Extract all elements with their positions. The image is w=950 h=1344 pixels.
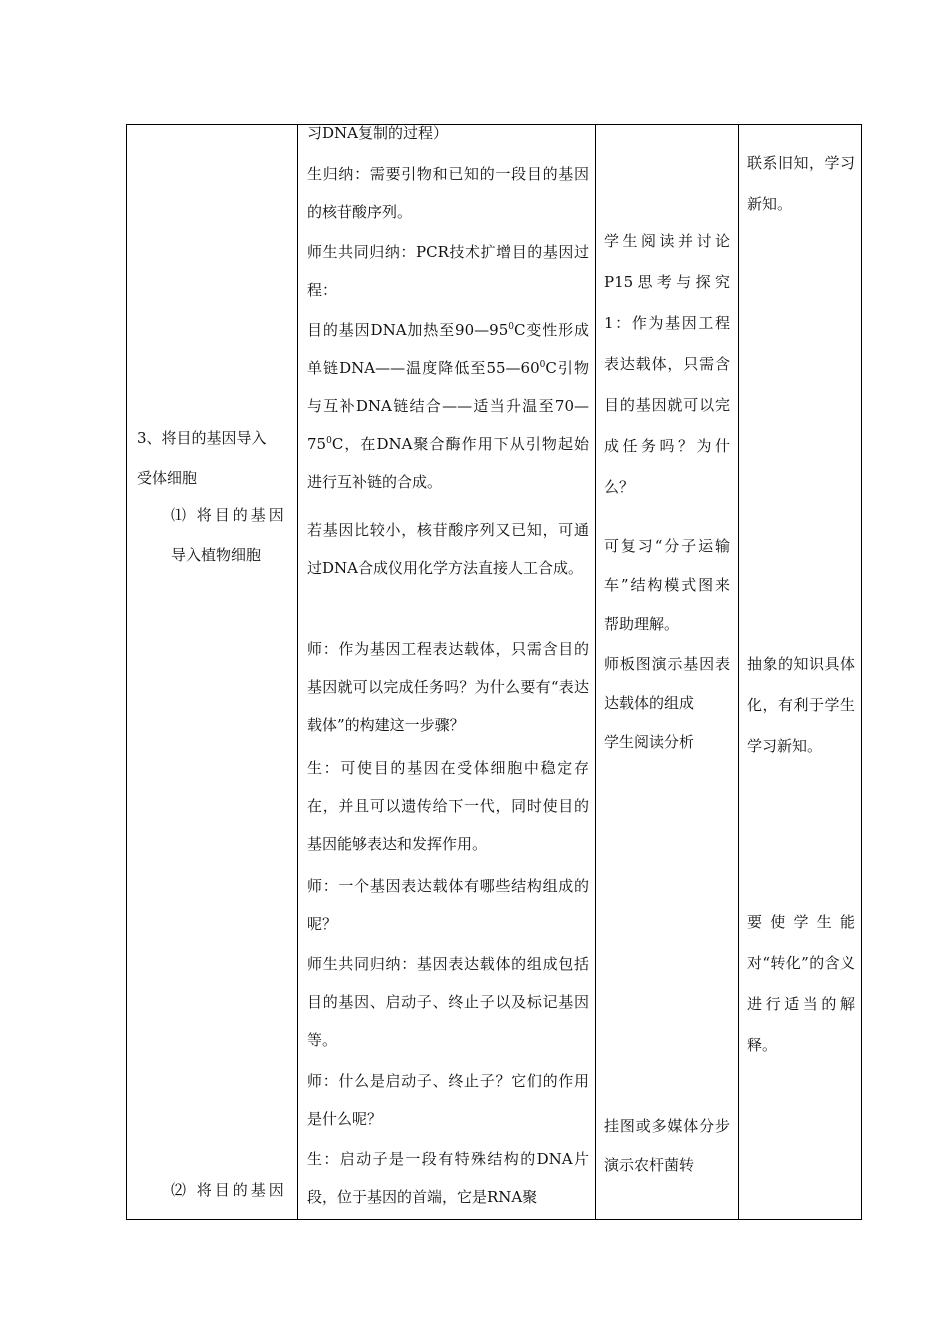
paragraph: 挂图或多媒体分步演示农杆菌转: [604, 1117, 730, 1174]
paragraph: 师生共同归纳：PCR技术扩增目的基因过程：: [307, 243, 589, 299]
paragraph: 生：可使目的基因在受体细胞中稳定存在，并且可以遗传给下一代，同时使目的基因能够表达和发挥作用。: [307, 759, 589, 853]
content-column: [127, 125, 297, 1219]
paragraph: 可复习“分子运输车”结构模式图来帮助理解。: [604, 537, 730, 633]
paragraph: 生归纳：需要引物和已知的一段目的基因的核苷酸序列。: [307, 165, 589, 221]
activity-column: [297, 125, 595, 1219]
section-heading-line1: 3、将目的基因导入: [137, 429, 267, 447]
paragraph: 师：一个基因表达载体有哪些结构组成的呢？: [307, 877, 589, 933]
paragraph: 抽象的知识具体化，有利于学生学习新知。: [747, 655, 855, 755]
student-column: [595, 125, 738, 1219]
paragraph: 师：作为基因工程表达载体，只需含目的基因就可以完成任务吗？为什么要有“表达载体”的构建这一步骤？: [307, 640, 589, 734]
intent-column: [738, 125, 863, 1219]
paragraph: 学生阅读分析: [604, 733, 695, 751]
paragraph: 生：启动子是一段有特殊结构的DNA片段，位于基因的首端，它是RNA聚: [307, 1150, 589, 1206]
paragraph-pcr-process: 目的基因DNA加热至$90—95^0C$变性形成单链DNA——温度降低至$55—60^0C$引物与互补DNA链结合——适当升温至$70—75^0C$，在DNA聚合酶作用下从引物起始进行互补链的合成。: [307, 321, 589, 491]
section-heading-line2: 受体细胞: [137, 469, 198, 487]
subsection-2-line1: ⑵ 将目的基因: [171, 1181, 287, 1199]
subsection-1-line1: ⑴ 将目的基因: [171, 506, 287, 524]
paragraph: 联系旧知，学习新知。: [747, 154, 855, 213]
paragraph: 学生阅读并讨论P15思考与探究1：作为基因工程表达载体，只需含目的基因就可以完成任务吗？为什么？: [604, 232, 730, 496]
paragraph: 师板图演示基因表达载体的组成: [604, 655, 730, 712]
paragraph: 要使学生能对“转化”的含义进行适当的解释。: [747, 913, 855, 1054]
paragraph: 若基因比较小，核苷酸序列又已知，可通过DNA合成仪用化学方法直接人工合成。: [307, 521, 589, 577]
subsection-1-line2: 导入植物细胞: [171, 546, 262, 564]
lesson-plan-table: [126, 124, 862, 1220]
paragraph: 师：什么是启动子、终止子？它们的作用是什么呢？: [307, 1072, 589, 1128]
paragraph: 习DNA复制的过程）: [307, 125, 448, 142]
paragraph: 师生共同归纳：基因表达载体的组成包括目的基因、启动子、终止子以及标记基因等。: [307, 955, 589, 1049]
